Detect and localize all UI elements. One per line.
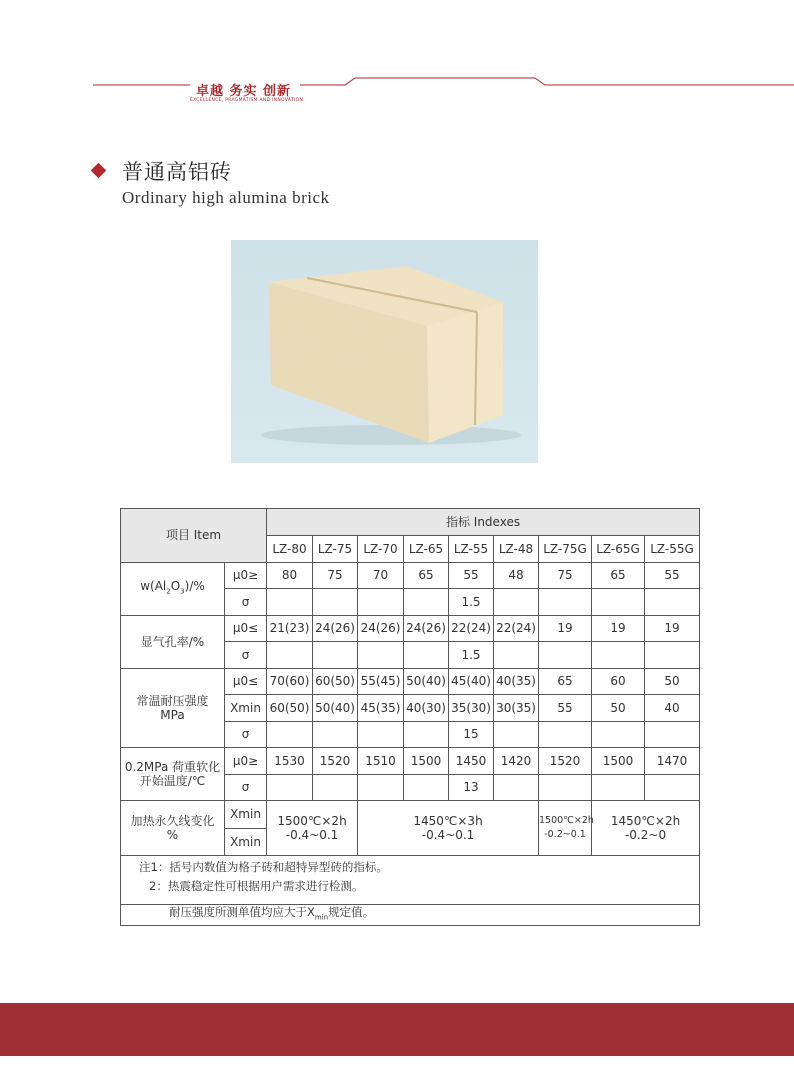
- table-cell: 70: [358, 562, 404, 589]
- table-cell: 50: [645, 668, 700, 695]
- grade-header: LZ-65: [404, 536, 449, 563]
- table-cell: 1420: [494, 748, 539, 775]
- product-photo: [231, 240, 538, 463]
- table-row-note-3: [121, 905, 700, 926]
- table-cell: 60: [592, 668, 645, 695]
- stat-symbol: σ: [225, 774, 267, 801]
- table-cell: 65: [539, 668, 592, 695]
- stat-symbol: Xmin: [225, 695, 267, 722]
- diamond-bullet-icon: [91, 163, 107, 179]
- slogan-english: EXCELLENCE, PRAGMATISM AND INNOVATION: [190, 98, 304, 103]
- footer-bar: [0, 1003, 794, 1056]
- row-label-softening: 0.2MPa 荷重软化 开始温度/℃: [121, 748, 225, 801]
- table-cell: 1520: [539, 748, 592, 775]
- table-cell: 1470: [645, 748, 700, 775]
- table-cell: 60(50): [267, 695, 313, 722]
- row-label-strength: 常温耐压强度 MPa: [121, 668, 225, 748]
- table-row-softening: [121, 748, 700, 775]
- table-cell: 40(35): [494, 668, 539, 695]
- table-cell: 19: [645, 615, 700, 642]
- table-cell: 45(35): [358, 695, 404, 722]
- indexes-header: 指标 Indexes: [267, 509, 700, 536]
- table-cell: 40: [645, 695, 700, 722]
- item-header: 项目 Item: [121, 509, 267, 563]
- table-row-linear-change: [121, 801, 700, 829]
- section-title-en: Ordinary high alumina brick: [122, 188, 330, 207]
- table-cell: 1510: [358, 748, 404, 775]
- table-cell: 1500: [592, 748, 645, 775]
- stat-symbol: Xmin: [225, 828, 267, 856]
- spec-table: [120, 508, 700, 926]
- grade-header: LZ-80: [267, 536, 313, 563]
- brick-illustration: [231, 240, 538, 463]
- table-cell: 75: [539, 562, 592, 589]
- table-cell: 55(45): [358, 668, 404, 695]
- table-cell: 1520: [313, 748, 358, 775]
- table-row-notes: [121, 856, 700, 905]
- table-cell: 70(60): [267, 668, 313, 695]
- stat-symbol: Xmin: [225, 801, 267, 829]
- table-cell: 50(40): [404, 668, 449, 695]
- stat-symbol: σ: [225, 589, 267, 616]
- table-cell: 55: [449, 562, 494, 589]
- note-1: 注1：括号内数值为格子砖和超特异型砖的指标。: [139, 860, 388, 874]
- table-cell: 24(26): [404, 615, 449, 642]
- grade-header: LZ-75G: [539, 536, 592, 563]
- table-cell: 35(30): [449, 695, 494, 722]
- grade-header: LZ-48: [494, 536, 539, 563]
- table-cell: 1450: [449, 748, 494, 775]
- row-label-porosity: 显气孔率/%: [121, 615, 225, 668]
- table-cell: 50(40): [313, 695, 358, 722]
- table-cell: 80: [267, 562, 313, 589]
- table-cell: 75: [313, 562, 358, 589]
- table-cell: 13: [449, 774, 494, 801]
- table-cell: 24(26): [313, 615, 358, 642]
- table-cell: 1450℃×2h -0.2~0: [592, 801, 700, 856]
- table-cell: 1500℃×2h -0.4~0.1: [267, 801, 358, 856]
- notes: [121, 856, 700, 905]
- table-cell: 1500: [404, 748, 449, 775]
- table-cell: 19: [539, 615, 592, 642]
- stat-symbol: μ0≤: [225, 668, 267, 695]
- table-cell: 1.5: [449, 589, 494, 616]
- stat-symbol: μ0≤: [225, 615, 267, 642]
- table-cell: 15: [449, 721, 494, 748]
- table-cell: 22(24): [449, 615, 494, 642]
- stat-symbol: σ: [225, 721, 267, 748]
- grade-header: LZ-70: [358, 536, 404, 563]
- section-title-zh: 普通高铝砖: [122, 160, 232, 184]
- table-cell: 1450℃×3h -0.4~0.1: [358, 801, 539, 856]
- table-cell: 1.5: [449, 642, 494, 669]
- table-cell: 55: [539, 695, 592, 722]
- table-cell: 30(35): [494, 695, 539, 722]
- table-cell: 65: [592, 562, 645, 589]
- grade-header: LZ-75: [313, 536, 358, 563]
- table-cell: 40(30): [404, 695, 449, 722]
- note-3: 耐压强度所测单值均应大于$X_{min}$规定值。: [121, 905, 700, 926]
- table-cell: 50: [592, 695, 645, 722]
- grade-header: LZ-65G: [592, 536, 645, 563]
- row-label-linear-change: 加热永久线变化 %: [121, 801, 225, 856]
- table-cell: 55: [645, 562, 700, 589]
- header-rule: [0, 70, 794, 94]
- table-cell: 22(24): [494, 615, 539, 642]
- table-cell: 48: [494, 562, 539, 589]
- table-cell: 19: [592, 615, 645, 642]
- stat-symbol: μ0≥: [225, 748, 267, 775]
- table-row-porosity: [121, 615, 700, 642]
- stat-symbol: σ: [225, 642, 267, 669]
- slogan: 卓越 务实 创新: [196, 84, 292, 99]
- table-row-strength: [121, 668, 700, 695]
- table-cell: 21(23): [267, 615, 313, 642]
- stat-symbol: μ0≥: [225, 562, 267, 589]
- table-cell: 1530: [267, 748, 313, 775]
- table-row-al2o3: [121, 562, 700, 589]
- table-cell: 60(50): [313, 668, 358, 695]
- table-cell: 24(26): [358, 615, 404, 642]
- row-label-al2o3: $w(Al_2O_3)/\%$: [121, 562, 225, 615]
- grade-header: LZ-55G: [645, 536, 700, 563]
- note-2: 2：热震稳定性可根据用户需求进行检测。: [149, 879, 364, 893]
- table-cell: 65: [404, 562, 449, 589]
- table-cell: 45(40): [449, 668, 494, 695]
- grade-header: LZ-55: [449, 536, 494, 563]
- table-cell: 1500℃×2h -0.2~0.1: [539, 801, 592, 856]
